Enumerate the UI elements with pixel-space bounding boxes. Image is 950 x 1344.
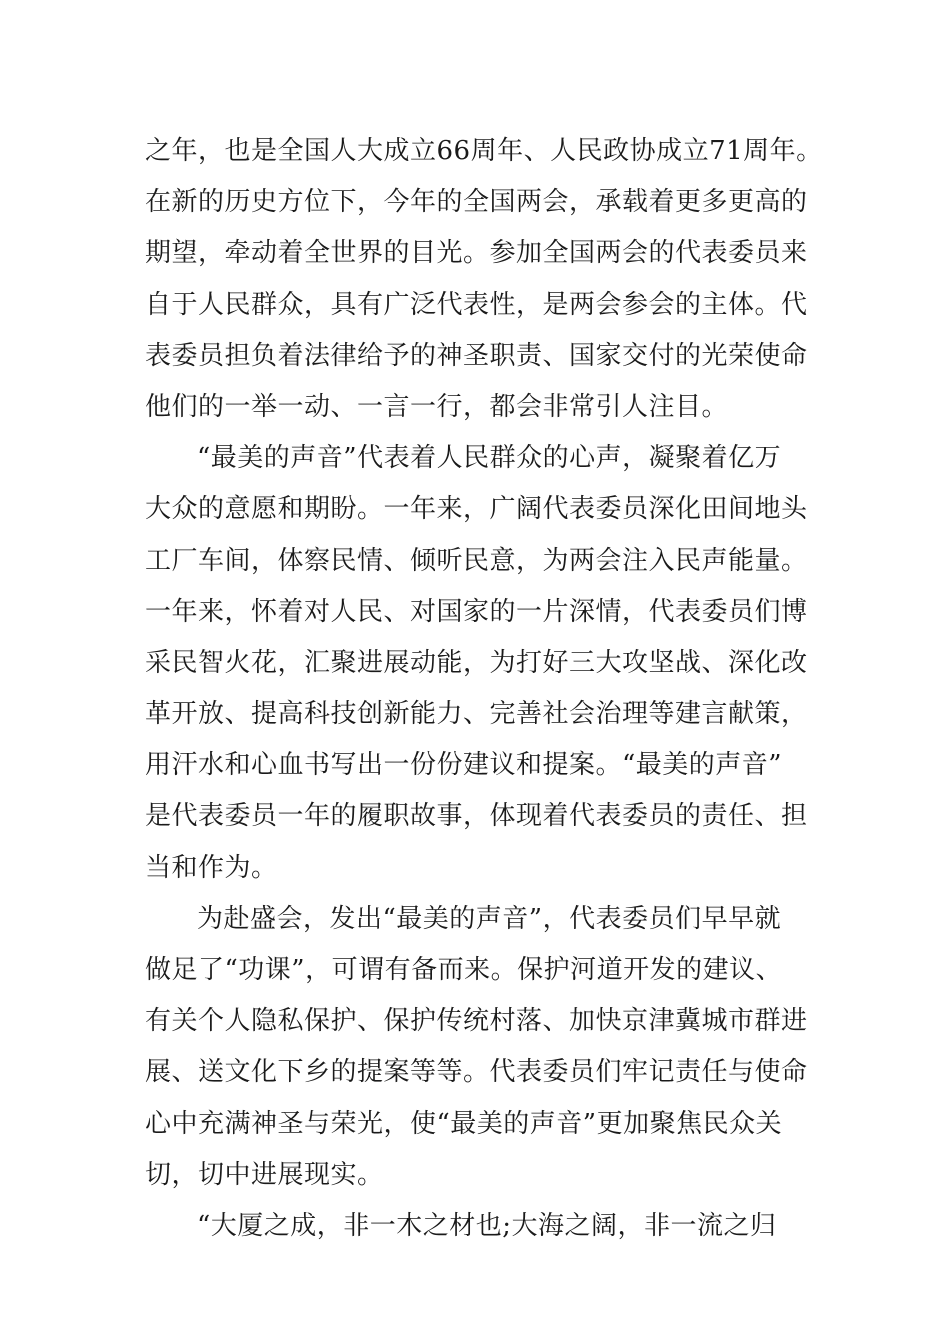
text-line: 有关个人隐私保护、保护传统村落、加快京津冀城市群进 <box>145 1006 808 1037</box>
text-line: 展、送文化下乡的提案等等。代表委员们牢记责任与使命 <box>145 1057 808 1088</box>
text-line: 之年，也是全国人大成立66周年、人民政协成立71周年。 <box>145 136 823 166</box>
body-text <box>145 126 823 1252</box>
text-line: 革开放、提高科技创新能力、完善社会治理等建言献策， <box>145 699 808 730</box>
text-line: 表委员担负着法律给予的神圣职责、国家交付的光荣使命 <box>145 340 808 371</box>
text-line: 用汗水和心血书写出一份份建议和提案。“最美的声音” <box>145 750 783 781</box>
text-line: 他们的一举一动、一言一行，都会非常引人注目。 <box>145 391 729 422</box>
text-line: 心中充满神圣与荣光，使“最美的声音”更加聚焦民众关 <box>145 1108 783 1139</box>
text-line: 大众的意愿和期盼。一年来，广阔代表委员深化田间地头 <box>145 494 808 525</box>
text-line: 采民智火花，汇聚进展动能，为打好三大攻坚战、深化改 <box>145 647 808 678</box>
paragraph-start-line: “最美的声音”代表着人民群众的心声，凝聚着亿万 <box>197 443 782 474</box>
paragraph-start-line: “大厦之成，非一木之材也;大海之阔，非一流之归 <box>197 1210 777 1241</box>
text-line: 一年来，怀着对人民、对国家的一片深情，代表委员们博 <box>145 596 808 627</box>
text-line: 期望，牵动着全世界的目光。参加全国两会的代表委员来 <box>145 238 808 269</box>
text-line: 切，切中进展现实。 <box>145 1159 384 1190</box>
text-line: 是代表委员一年的履职故事，体现着代表委员的责任、担 <box>145 801 808 832</box>
text-line: 在新的历史方位下，今年的全国两会，承载着更多更高的 <box>145 187 808 218</box>
text-line: 工厂车间，体察民情、倾听民意，为两会注入民声能量。 <box>145 545 808 576</box>
text-line: 自于人民群众，具有广泛代表性，是两会参会的主体。代 <box>145 289 808 320</box>
text-line: 当和作为。 <box>145 852 278 883</box>
text-line: 做足了“功课”，可谓有备而来。保护河道开发的建议、 <box>145 955 783 985</box>
paragraph-start-line: 为赴盛会，发出“最美的声音”，代表委员们早早就 <box>197 903 782 934</box>
